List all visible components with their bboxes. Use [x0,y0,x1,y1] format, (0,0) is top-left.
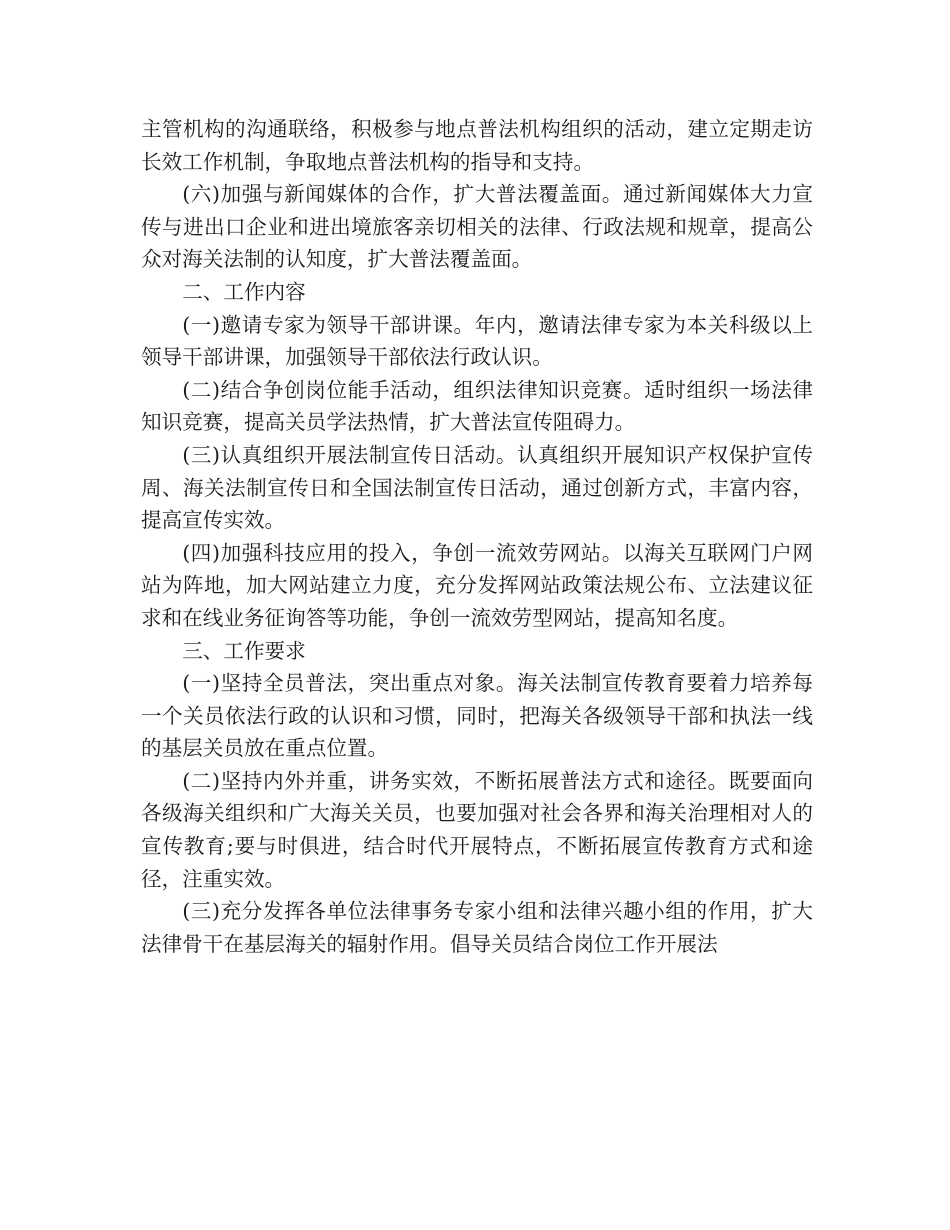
section-heading-work-requirements: 三、工作要求 [182,638,306,663]
paragraph-website-service: (四)加强科技应用的投入，争创一流效劳网站。以海关互联网门户网站为阵地，加大网站建立力度，充分发挥网站政策法规公布、立法建议征求和在线业务征询答等功能，争创一流效劳型网站，提高知名度。 [141,540,813,630]
paragraph-continuation: 主管机构的沟通联络，积极参与地点普法机构组织的活动，建立定期走访长效工作机制，争取地点普法机构的指导和支持。 [141,117,813,174]
paragraph-legal-publicity-day: (三)认真组织开展法制宣传日活动。认真组织开展知识产权保护宣传周、海关法制宣传日和全国法制宣传日活动，通过创新方式，丰富内容，提高宣传实效。 [141,442,813,533]
document-page [141,113,813,960]
paragraph-internal-external: (二)坚持内外并重，讲务实效，不断拓展普法方式和途径。既要面向各级海关组织和广大海关关员，也要加强对社会各界和海关治理相对人的宣传教育;要与时俱进，结合时代开展特点，不断拓展宣传教育方式和途径，注重实效。 [141,768,813,891]
paragraph-expert-lectures: (一)邀请专家为领导干部讲课。年内，邀请法律专家为本关科级以上领导干部讲课，加强领导干部依法行政认识。 [141,312,813,370]
paragraph-knowledge-contest: (二)结合争创岗位能手活动，组织法律知识竞赛。适时组织一场法律知识竞赛，提高关员学法热情，扩大普法宣传阻碍力。 [141,377,813,435]
section-heading-work-content: 二、工作内容 [182,279,306,304]
paragraph-expert-groups: (三)充分发挥各单位法律事务专家小组和法律兴趣小组的作用，扩大法律骨干在基层海关的辐射作用。倡导关员结合岗位工作开展法 [141,899,813,956]
paragraph-universal-legal-education: (一)坚持全员普法，突出重点对象。海关法制宣传教育要着力培养每一个关员依法行政的认识和习惯，同时，把海关各级领导干部和执法一线的基层关员放在重点位置。 [141,671,813,761]
paragraph-media-cooperation: (六)加强与新闻媒体的合作，扩大普法覆盖面。通过新闻媒体大力宣传与进出口企业和进出境旅客亲切相关的法律、行政法规和规章，提高公众对海关法制的认知度，扩大普法覆盖面。 [141,182,813,272]
